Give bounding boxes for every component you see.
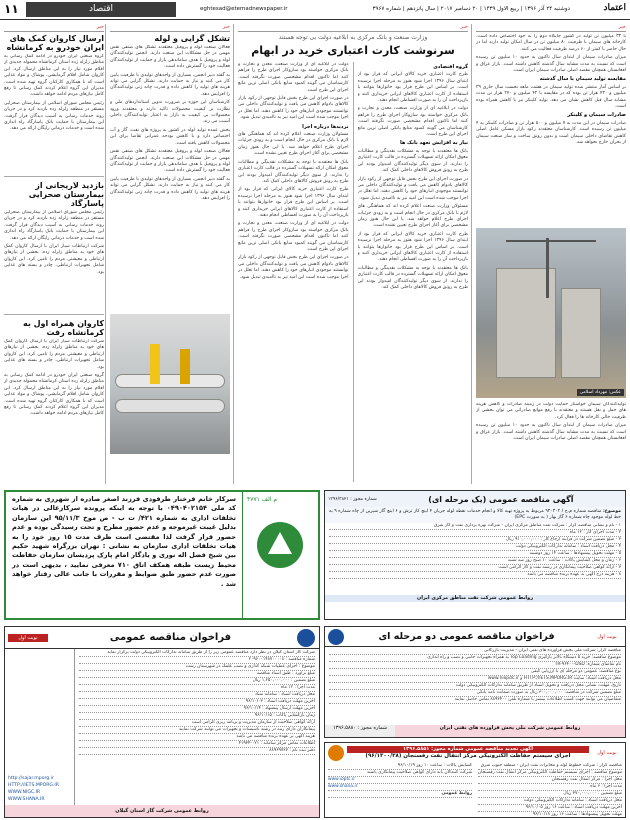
pipe-workers-photo <box>110 314 230 454</box>
two-stage-line: مبلغ تضمین شرکت در مناقصه: ۳۰۰,۰۰۰,۰۰۰ ریال به صورت ضمانت نامه بانکی <box>329 690 621 697</box>
right-column <box>476 24 626 484</box>
ioptc-logo-icon <box>328 745 344 761</box>
center-subhead-1: نیاز به افزایش تعهد بانک ها <box>399 140 468 147</box>
pipeline-line: مهلت تحویل پیشنهادها : ساعت ۱۶ روز ۹۶/۱۰/۱۸ <box>478 812 622 817</box>
crane-arm-shape <box>506 240 596 242</box>
tender-line: ۳ - مبلغ تضمین شرکت در فرآیند ارجاع کار : ۹۱۰,۰۰۰,۰۰۰ ریال <box>329 537 621 544</box>
two-stage-footer-row <box>325 725 625 737</box>
brief-text-1 <box>4 54 104 172</box>
right-paragraph-6: میزان صادرات سیمان از ابتدای سال تاکنون به حدود ۱۰ میلیون تن رسیده است که نسبت به مدت مشابه سال گذشته کاهش داشته است. بازار عراق و افغانستان همچنان مقصد اصلی صادرات سیمان ایران است. <box>476 423 626 442</box>
left-column-label: خبر <box>4 24 104 32</box>
gas-site-link[interactable]: HTTP://IETS.MPORG.IR <box>8 783 59 788</box>
gas-line: مدت اجرا : ۱۲ ماه <box>79 685 315 692</box>
gas-line: شماره مناقصه : ۲۰۹۶۰۰۱۴۸۷۰۰۰۰۸ <box>79 657 315 664</box>
newspaper-logo: اعتماد <box>603 3 626 13</box>
tender-subject-text: مناقصه شماره م.ج / ۹۳۰۳۰۲ مربوط به پروژه تهیه کالا و انجام خدمات نقطه لوله جریان ۴ اینچ کاز ترش و ۶ اینچ گاز شیرین از چاه شماره ۹ به خط لوله موجود چاه شماره ۶ گاز بهار ( به صورت EPC) <box>329 509 621 521</box>
center-paragraph-10: مسئولان وزارت صنعت اعلام کرده اند که هماهنگی های لازم با بانک مرکزی در حال انجام است و به زودی جزئیات اجرای طرح اعلام خواهد شد. با این حال هنوز زمان مشخصی برای آغاز اجرای طرح تعیین نشده است. <box>238 132 349 157</box>
center-paragraph-2: دولت در ابلاغیه ای از وزارت صنعت، معدن و تجارت و بانک مرکزی خواسته بود سازوکار اجرای طرح را فراهم کنند اما تاکنون اقدام مشخصی صورت نگرفته است. کارشناسان می گویند کمبود منابع بانکی اصلی ترین مانع اجرای این طرح است. <box>357 106 468 138</box>
pipe-shape <box>115 374 225 388</box>
right-subhead-2: صادرات سیمان و کلینکر <box>567 112 626 119</box>
nigc-logo-icon <box>297 629 315 647</box>
two-stage-footer: روابط عمومی شرکت ملی پخش فرآورده های نفتی ایران <box>395 725 625 737</box>
pipeline-badge: نوبت اول <box>597 750 617 756</box>
gas-ad-header <box>5 627 319 649</box>
gas-line: محل دریافت اسناد : سامانه ستاد <box>79 692 315 699</box>
brief-headline-1: ارسال کاروان کمک های ایران خودرو به کرمانشاه <box>6 34 104 52</box>
pipes-paragraph-3: کارشناسان این حوزه بر ضرورت تدوین استانداردهای ملی و نظارت بر کیفیت محصولات تاکید دارند و معتقدند ورود محصولات بی کیفیت به بازار به اعتبار تولیدکنندگان داخلی آسیب می زند. <box>110 100 230 125</box>
crane-mast-shape <box>546 238 549 298</box>
gas-ad-body <box>5 649 319 805</box>
tender-ad-header <box>325 491 625 507</box>
two-stage-tender-ad <box>324 626 626 738</box>
pipeline-line: محل دریافت اسناد : سامانه تدارکات الکترونیکی دولت <box>478 798 622 805</box>
gas-line: مبلغ تضمین : ۱,۲۵۰,۰۰۰,۰۰۰ ریال <box>79 678 315 685</box>
tender-line: ۲ - مدت اجرای کار : ۱۲ ماه <box>329 530 621 537</box>
column-divider <box>233 24 234 484</box>
gas-line: اطلاعات تماس مرکز سامانه : ۰۲۱-۴۱۹۳۴ <box>79 741 315 748</box>
pipeline-line: شرکت کنندگان باید دارای گواهی صلاحیت پیمانکاری باشند <box>328 770 472 777</box>
tender-line: ۵ - مهلت تحویل پیشنهادها : ساعت ۱۴ روز دوشنبه <box>329 551 621 558</box>
worker-figure-shape <box>180 349 190 384</box>
pipeline-line: مدت اجرا : ۶ ماه <box>478 784 622 791</box>
mid-left-column <box>110 24 230 484</box>
two-stage-line: محل دریافت اسناد: سایت HTTP://IETS.MPORG.IR و www.niopdc.ir <box>329 676 621 683</box>
factory-tower-shape <box>561 288 601 378</box>
gas-line: پیمانکاران دارای رتبه در رشته تاسیسات و تجهیزات می توانند شرکت نمایند <box>79 727 315 734</box>
center-paragraph-8: دولت در ابلاغیه ای از وزارت صنعت، معدن و تجارت و بانک مرکزی خواسته بود سازوکار اجرای طرح را فراهم کنند اما تاکنون اقدام مشخصی صورت نگرفته است. کارشناسان می گویند کمبود منابع بانکی اصلی ترین مانع اجرای این طرح است. <box>238 62 349 93</box>
gas-ad-title: فراخوان مناقصه عمومی <box>109 632 232 643</box>
gas-line: ارائه گواهی صلاحیت از سازمان مدیریت و برنامه ریزی الزامی است <box>79 720 315 727</box>
pipes-paragraph-2: به گفته دبیر انجمن، بسیاری از واحدهای تولیدی با ظرفیت پایین کار می کنند و نیاز به حمایت دارند. تشکل گرایی می تواند هزینه های تولید را کاهش داده و قدرت چانه زنی تولیدکنندگان را افزایش دهد. <box>110 72 230 97</box>
pipeline-header <box>325 743 625 763</box>
tender-line: ۴ - محل دریافت اسناد : سامانه تدارکات الکترونیکی دولت <box>329 544 621 551</box>
right-paragraph-5: تولیدکنندگان سیمان خواستار حمایت دولت در زمینه صادرات و کاهش هزینه های حمل و نقل هستند و معتقدند با رفع موانع صادراتی می توان بخشی از ظرفیت خالی کارخانه ها را فعال کرد. <box>476 402 626 420</box>
brief-paragraph-3: شرکت ارتباطات سیار ایران با ارسال کاروان کمک های خود به مناطق زلزله زده، بخشی از نیازهای ارتباطی و معیشتی مردم را تامین کرد. این کاروان شامل تجهیزات ارتباطی، چادر و بسته های غذایی بود. <box>4 339 104 370</box>
pipeline-line: موضوع مناقصه : اجرای سیستم حفاظت الکترونیکی مرکز انتقال نفت رفسنجان <box>478 770 622 775</box>
right-subhead-1: مقایسه تولید سیمان با سال گذشته <box>539 76 626 83</box>
two-stage-line: مناقصه گزار: شرکت ملی پخش فرآورده های نفتی ایران - مدیریت بازرگانی <box>329 648 621 655</box>
tender-ad-title: آگهی مناقصه عمومی (یک مرحله ای) <box>428 494 574 504</box>
right-paragraph-1: با ۳۳ میلیون تن تولید در کشور جایگاه دوم را به خود اختصاص داده است. کارخانه های سیمان با ظرفیت ۸۰ میلیون تن در سال امکان تولید دارند اما در حال حاضر با کمتر از ۶۰ درصد ظرفیت فعالیت می کنند. <box>476 34 626 52</box>
gas-line: شرکت گاز استان گیلان در نظر دارد مناقصه عمومی زیر را از طریق سامانه تدارکات الکترونیکی دولت برگزار نماید <box>79 650 315 657</box>
two-stage-line: متقاضیان می توانند جهت کسب اطلاعات بیشتر با شماره تلفن ۸۸۹۳۴۰۰ تماس حاصل نمایند <box>329 697 621 704</box>
two-stage-badge: نوبت اول <box>597 633 617 640</box>
pipe-shape <box>115 399 225 413</box>
tender-ad-code: شماره مجوز : ۱۳۹۶/۳۸۲۱ <box>328 496 377 502</box>
pipeline-site[interactable]: www.ioptc.ir <box>328 777 472 784</box>
brief-paragraph-2b: شرکت ارتباطات سیار ایران با ارسال کاروان کمک های خود به مناطق زلزله زده، بخشی از نیازهای ارتباطی و معیشتی مردم را تامین کرد. این کاروان شامل تجهیزات ارتباطی، چادر و بسته های غذایی بود. <box>4 244 104 275</box>
notice-inner <box>6 492 318 618</box>
article-headline: سرنوشت کارت اعتباری خرید در ابهام <box>251 44 455 57</box>
two-stage-title: فراخوان مناقصه عمومی دو مرحله ای <box>378 631 555 642</box>
right-paragraph-4: صادرات سیمان در این مدت به ۷ میلیون و ۵۰۰ هزار تن و صادرات کلینکر به ۴ میلیون تن رسیده است. کارشناسان معتقدند رکود بازار مسکن عامل اصلی کاهش تقاضای داخلی سیمان است و بدون رونق ساخت و ساز صنعت سیمان از بحران خارج نخواهد شد. <box>476 120 626 146</box>
gas-line: آخرین مهلت ارسال پیشنهاد : ۹۶/۱۰/۱۴ <box>79 706 315 713</box>
column-divider <box>105 24 106 484</box>
pipeline-footer: روابط عمومی <box>328 791 472 798</box>
center-column <box>238 24 468 484</box>
tender-line: ۷ - ارائه گواهی صلاحیت پیمانکاری در رشته نفت و گاز الزامی است <box>329 565 621 572</box>
pipeline-lines-right <box>475 763 625 817</box>
right-paragraph-3: بر اساس آمار منتشر شده تولید سیمان در هشت ماهه نخست سال جاری ۳۹ میلیون و ۴۳۰ هزار تن بوده که در مقایسه با ۴۲ میلیون و ۲۷۰ هزار تن مدت مشابه سال قبل کاهش نشان می دهد. تولید کلینکر نیز با کاهش همراه بوده است. <box>476 84 626 110</box>
notice-logo-area <box>242 492 318 618</box>
two-stage-line: موضوع مناقصه: خرید ۵ دستگاه بالابر بازگیری Top Loading به همراه تجهیزات جانبی و نصب و راه اندازی <box>329 655 621 662</box>
brief-headline-3: کاروان همراه اول به کرمانشاه رفت <box>22 319 104 337</box>
brief-text-3 <box>4 339 104 489</box>
gas-company-tender-ad <box>4 626 320 818</box>
tender-line: ۶ - زمان و محل گشایش پاکات : ساعت ۱۰ صبح روز سه شنبه <box>329 558 621 565</box>
tender-ad-footer: روابط عمومی شرکت نفت مناطق مرکزی ایران <box>325 595 625 602</box>
pipeline-title: آگهی تجدید مناقصه عمومی شماره مجوز: ۱۳۹۶.۵۸۵۱ <box>347 746 589 753</box>
tender-line: ۱ - نام و نشانی مناقصه گزار : شرکت نفت مناطق مرکزی ایران - شرکت بهره برداری نفت و گاز شرق <box>329 523 621 530</box>
section-email: eghtesad@etemadnewspaper.ir <box>200 6 288 12</box>
cement-factory-photo <box>476 228 626 398</box>
pipes-paragraph-4: بخش عمده تولید لوله در کشور به پروژه های نفت، گاز و آب اختصاص دارد و با کاهش بودجه عمرانی تقاضا برای این محصولات کاهش یافته است. <box>110 127 230 146</box>
center-text-col-2 <box>238 62 349 482</box>
environment-notice-ad <box>4 490 320 620</box>
two-stage-line: تاریخ، مهلت، نشانی محل دریافت و تحویل اسناد از طریق سامانه تدارکات الکترونیکی دولت <box>329 683 621 690</box>
gas-ad-badge: نوبت اول <box>8 634 48 642</box>
pipeline-site[interactable]: www.shana.ir <box>328 784 472 791</box>
tender-subject-label: موضوع: <box>602 509 621 514</box>
two-stage-header <box>325 627 625 647</box>
brief-headline-2: بازدید لاریجانی از بیمارستان صحرایی پاسارگاد <box>28 181 104 208</box>
gas-ad-footer: روابط عمومی شرکت گاز استان گیلان <box>5 805 319 817</box>
pipeline-line: محل اجرا : مرکز انتقال نفت رفسنجان <box>478 777 622 784</box>
section-title: اقتصاد <box>26 2 176 17</box>
tender-ad-lines <box>325 523 625 595</box>
right-paragraph-2: میزان صادرات سیمان از ابتدای سال تاکنون به حدود ۱۰ میلیون تن رسیده است که نسبت به مدت مشابه سال گذشته کاهش داشته است. بازار عراق و افغانستان همچنان مقصد اصلی صادرات سیمان ایران است. <box>476 55 626 74</box>
tender-ad-subject <box>325 507 625 523</box>
article-byline: گروه اقتصادی <box>433 64 468 70</box>
center-paragraph-12: طرح کارت اعتباری خرید کالای ایرانی که قرار بود از ابتدای سال ۱۳۹۶ اجرا شود هنوز به مرحله اجرا نرسیده است. بر اساس این طرح قرار بود خانوارها بتوانند با استفاده از کارت اعتباری کالاهای ایرانی خریداری کنند و بازپرداخت آن را به صورت اقساطی انجام دهند. <box>238 187 349 218</box>
gas-line: هزینه آگهی بر عهده برنده مناقصه می باشد <box>79 734 315 741</box>
pipes-paragraph-6: به گفته دبیر انجمن، بسیاری از واحدهای تولیدی با ظرفیت پایین کار می کنند و نیاز به حمایت دارند. تشکل گرایی می تواند هزینه های تولید را کاهش داده و قدرت چانه زنی تولیدکنندگان را افزایش دهد. <box>110 176 230 201</box>
center-text-col-1 <box>358 62 469 482</box>
central-oil-tender-ad <box>324 490 626 620</box>
pipeline-title-block <box>347 746 589 760</box>
two-stage-line: نام تقاضای شماره: TR-۹۶۴۰۰-DSD <box>329 662 621 669</box>
pipes-headline: تشکل گرایی و لوله <box>154 34 230 43</box>
mid-left-column-label: خبر <box>110 24 230 32</box>
pipeline-tender-ad <box>324 742 626 818</box>
pipeline-body <box>325 763 625 817</box>
center-paragraph-13: دولت در ابلاغیه ای از وزارت صنعت، معدن و تجارت و بانک مرکزی خواسته بود سازوکار اجرای طرح را فراهم کنند اما تاکنون اقدام مشخصی صورت نگرفته است. کارشناسان می گویند کمبود منابع بانکی اصلی ترین مانع اجرای این طرح است. <box>238 221 349 252</box>
center-paragraph-1: طرح کارت اعتباری خرید کالای ایرانی که قرار بود از ابتدای سال ۱۳۹۶ اجرا شود هنوز به مرحله اجرا نرسیده است. بر اساس این طرح قرار بود خانوارها بتوانند با استفاده از کارت اعتباری کالاهای ایرانی خریداری کنند و بازپرداخت آن را به صورت اقساطی انجام دهند. <box>357 72 468 104</box>
worker-figure-shape <box>150 344 160 384</box>
issue-date: دوشنبه ۲۴ آذر ۱۳۹۶ | ربیع الاول ۱۴۳۹ | ۲۰ دسامبر ۲۰۱۷ | سال پانزدهم | شماره ۳۹۶۷ <box>372 6 570 12</box>
pipeline-line: مبلغ تضمین : ۳۷۰,۰۰۰,۰۰۰ ریال <box>478 791 622 798</box>
photo-caption: عکس: مهرداد اسلامی <box>577 389 624 396</box>
pipeline-line: گشایش پاکات : ساعت ۱۰ روز ۹۶/۱۰/۱۹ <box>328 763 472 770</box>
gas-site-link[interactable]: WWW.SHANA.IR <box>8 797 45 802</box>
two-stage-code: شماره مجوز : ۱۳۹۶.۵۸۸۰ <box>325 725 395 737</box>
page-header <box>0 0 630 20</box>
center-article-body <box>238 62 468 482</box>
tender-line: ۸ - هزینه درج آگهی به عهده برنده مناقصه می باشد <box>329 572 621 579</box>
article-kicker: وزارت صنعت و بانک مرکزی به ابلاغیه دولت بی توجه هستند <box>278 34 428 41</box>
pipeline-line: آخرین مهلت دریافت اسناد : ساعت ۱۶ روز ۹۶/۱۰/۰۵ <box>478 805 622 812</box>
brief-divider <box>4 176 104 177</box>
brief-paragraph-2: رئیس مجلس شورای اسلامی از بیمارستان صحرایی مستقر در منطقه زلزله زده بازدید کرد و در جریان روند خدمات رسانی به آسیب دیدگان قرار گرفت. این بیمارستان با حمایت بانک پاسارگاد راه اندازی شده است و خدمات درمانی رایگان ارائه می دهد. <box>4 210 104 241</box>
brief-paragraph-1b: رئیس مجلس شورای اسلامی از بیمارستان صحرایی مستقر در منطقه زلزله زده بازدید کرد و در جریان روند خدمات رسانی به آسیب دیدگان قرار گرفت. این بیمارستان با حمایت بانک پاسارگاد راه اندازی شده است و خدمات درمانی رایگان ارائه می دهد. <box>4 100 104 132</box>
gas-line: زمان بازگشایی پاکات : ۹۶/۱۰/۱۵ <box>79 713 315 720</box>
center-paragraph-11: بانک ها معتقدند با توجه به مشکلات نقدینگی و مطالبات معوق امکان ارائه تسهیلات گسترده در قالب کارت اعتباری را ندارند. از سوی دیگر تولیدکنندگان امیدوار بودند این طرح به رونق فروش کالاهای داخلی کمک کند. <box>238 159 349 184</box>
two-stage-lines <box>325 647 625 725</box>
gas-line: موضوع : اجرای عملیات شبکه گذاری و نصب علمک در شهرستان رشت <box>79 664 315 671</box>
niopdc-logo-icon <box>328 629 344 645</box>
center-column-label: خبر <box>238 24 468 32</box>
two-stage-line: نوع مناقصه: عمومی دو مرحله ای با ارزیابی کیفی <box>329 669 621 676</box>
page-number: ١١ <box>4 2 19 16</box>
center-subhead-2: تردیدها درباره اجرا <box>302 123 349 130</box>
pipes-article-body <box>110 45 230 310</box>
pipeline-line: مناقصه گزار : شرکت خطوط لوله و مخابرات نفت ایران - منطقه جنوب شرق <box>478 763 622 770</box>
left-column <box>4 24 104 484</box>
gas-line: آخرین مهلت دریافت اسناد : ۹۶/۱۰/۰۳ <box>79 699 315 706</box>
brief-paragraph-1: گروه صنعتی ایران خودرو در ادامه کمک رسانی به مناطق زلزله زده استان کرمانشاه محموله جدیدی از اقلام مورد نیاز را به این مناطق ارسال کرد. این کاروان شامل اقلام گرمایشی، پوشاک و مواد غذایی است که با همکاری کارکنان گروه تهیه شده است. مدیران این گروه اعلام کردند کمک رسانی تا رفع کامل نیازهای مردم ادامه خواهد داشت. <box>4 54 104 98</box>
pipeline-lines-left <box>325 763 475 817</box>
gas-ad-lines <box>75 649 319 805</box>
gas-ad-sites <box>5 649 75 805</box>
pipes-paragraph-5: فعالان صنعت لوله و پروفیل معتقدند تشکل های صنفی نقش مهمی در حل مشکلات این صنعت دارند. انجمن تولیدکنندگان لوله و پروفیل با هدف ساماندهی بازار و حمایت از تولیدکنندگان فعالیت خود را گسترش داده است. <box>110 149 230 174</box>
gas-line: دفتر ثبت نام : ۸۸۹۶۹۷۳۷ <box>79 748 315 755</box>
center-paragraph-4: در صورت اجرای این طرح بخش قابل توجهی از رکود بازار کالاهای بادوام کاهش می یافت و تولیدکنندگان داخلی می توانستند موجودی انبارهای خود را کاهش دهند. اما تعلل در اجرا موجب شده است این امید نیز به ناامیدی تبدیل شود. <box>357 176 468 201</box>
center-paragraph-9: در صورت اجرای این طرح بخش قابل توجهی از رکود بازار کالاهای بادوام کاهش می یافت و تولیدکنندگان داخلی می توانستند موجودی انبارهای خود را کاهش دهند. اما تعلل در اجرا موجب شده است این امید نیز به ناامیدی تبدیل شود. <box>238 96 349 121</box>
column-divider <box>471 24 472 484</box>
leaf-icon <box>268 532 292 554</box>
brief-text-2 <box>4 210 104 310</box>
gas-site-link[interactable]: http://sajar.mporg.ir <box>8 776 54 781</box>
pipes-paragraph-1: فعالان صنعت لوله و پروفیل معتقدند تشکل های صنفی نقش مهمی در حل مشکلات این صنعت دارند. انجمن تولیدکنندگان لوله و پروفیل با هدف ساماندهی بازار و حمایت از تولیدکنندگان فعالیت خود را گسترش داده است. <box>110 45 230 70</box>
gas-site-link[interactable]: WWW.NIGC.IR <box>8 790 41 795</box>
right-article-bottom <box>476 402 626 492</box>
right-article-top <box>476 34 626 224</box>
center-paragraph-3: بانک ها معتقدند با توجه به مشکلات نقدینگی و مطالبات معوق امکان ارائه تسهیلات گسترده در قالب کارت اعتباری را ندارند. از سوی دیگر تولیدکنندگان امیدوار بودند این طرح به رونق فروش کالاهای داخلی کمک کند. <box>357 148 468 174</box>
center-inner-divider <box>353 62 354 482</box>
right-column-label: خبر <box>476 24 626 32</box>
center-paragraph-5: مسئولان وزارت صنعت اعلام کرده اند که هماهنگی های لازم با بانک مرکزی در حال انجام است و به زودی جزئیات اجرای طرح اعلام خواهد شد. با این حال هنوز زمان مشخصی برای آغاز اجرای طرح تعیین نشده است. <box>357 204 468 229</box>
brief-divider <box>4 314 104 315</box>
notice-text: سرکار خانم فرخنار طرفودی فرزند اصغر صادره از شهرری به شماره کد ملی ۰۴۹۰۴۰۲۱۵۴ با توجه به اینکه پرونده سرکارعالی در هیات تخلفات اداری به شماره ۴۲۱/ ت ب - ص موخ ۹۵/۱۱/۳ این سازمان بدلیل غیبت غیرموجه و عدم حضور مطرح و تحت رسیدگی بوده و عدم حضور قرار گرفت لذا مقتضی است ظرف مدت ۱۵ روز خود را به هیات تخلفات اداری سازمان به نشانی : تهران بزرگراه شهید حکیم بین شیخ فضل اله نوری و یادگار امام پارک پردیسان سازمان حفاظت محیط زیست طبقه همکف اتاق ۷۱۰ معرفی نمایید ، بدیهی است در صورت عدم حضور طبق ضوابط و مقررات با جانب عالی رفتار خواهد شد . <box>12 495 236 588</box>
center-paragraph-14: در صورت اجرای این طرح بخش قابل توجهی از رکود بازار کالاهای بادوام کاهش می یافت و تولیدکنندگان داخلی می توانستند موجودی انبارهای خود را کاهش دهند. اما تعلل در اجرا موجب شده است این امید نیز به ناامیدی تبدیل شود. <box>238 255 349 280</box>
brief-paragraph-3b: گروه صنعتی ایران خودرو در ادامه کمک رسانی به مناطق زلزله زده استان کرمانشاه محموله جدیدی از اقلام مورد نیاز را به این مناطق ارسال کرد. این کاروان شامل اقلام گرمایشی، پوشاک و مواد غذایی است که با همکاری کارکنان گروه تهیه شده است. مدیران این گروه اعلام کردند کمک رسانی تا رفع کامل نیازهای مردم ادامه خواهد داشت. <box>4 373 104 417</box>
gas-line: مبلغ برآورد : طبق اسناد مناقصه <box>79 671 315 678</box>
notice-code: م الف ۴۷۷۱ <box>247 496 278 503</box>
pipeline-subtitle: اجرای سیستم حفاظت الکترونیکی مرکز انتقال نفت رفسنجان (۹۶/۱۳۰۰/۳۸) <box>365 753 571 759</box>
center-paragraph-6: طرح کارت اعتباری خرید کالای ایرانی که قرار بود از ابتدای سال ۱۳۹۶ اجرا شود هنوز به مرحله اجرا نرسیده است. بر اساس این طرح قرار بود خانوارها بتوانند با استفاده از کارت اعتباری کالاهای ایرانی خریداری کنند و بازپرداخت آن را به صورت اقساطی انجام دهند. <box>357 231 468 263</box>
center-paragraph-7: بانک ها معتقدند با توجه به مشکلات نقدینگی و مطالبات معوق امکان ارائه تسهیلات گسترده در قالب کارت اعتباری را ندارند. از سوی دیگر تولیدکنندگان امیدوار بودند این طرح به رونق فروش کالاهای داخلی کمک کند. <box>357 265 468 290</box>
